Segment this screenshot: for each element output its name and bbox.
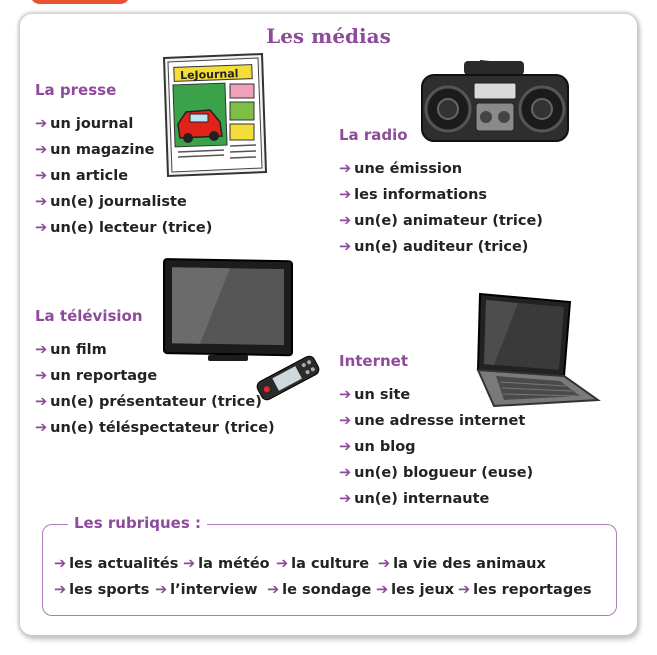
rubrique-item: ➔ les reportages xyxy=(458,582,592,598)
radio-item: ➔ une émission xyxy=(339,161,463,177)
section-title-internet: Internet xyxy=(339,352,409,370)
television-item: ➔ un(e) présentateur (trice) xyxy=(35,394,262,410)
arrow-icon: ➔ xyxy=(35,368,48,384)
arrow-icon: ➔ xyxy=(378,556,391,572)
arrow-icon: ➔ xyxy=(35,394,48,410)
internet-item: ➔ une adresse internet xyxy=(339,413,526,429)
radio-item: ➔ les informations xyxy=(339,187,488,203)
arrow-icon: ➔ xyxy=(339,187,352,203)
newspaper-icon xyxy=(158,52,270,178)
laptop-icon xyxy=(474,290,602,412)
arrow-icon: ➔ xyxy=(339,413,352,429)
boombox-icon xyxy=(420,55,570,145)
presse-item: ➔ un(e) journaliste xyxy=(35,194,187,210)
internet-item: ➔ un blog xyxy=(339,439,416,455)
arrow-icon: ➔ xyxy=(267,582,280,598)
radio-item: ➔ un(e) auditeur (trice) xyxy=(339,239,529,255)
rubrique-item: ➔ la culture xyxy=(276,556,370,572)
arrow-icon: ➔ xyxy=(339,387,352,403)
remote-control-icon xyxy=(252,352,324,404)
top-tab-decoration xyxy=(30,0,130,4)
presse-item: ➔ un journal xyxy=(35,116,134,132)
presse-item: ➔ un(e) lecteur (trice) xyxy=(35,220,213,236)
presse-item: ➔ un article xyxy=(35,168,129,184)
internet-item: ➔ un(e) internaute xyxy=(339,491,490,507)
rubrique-item: ➔ la vie des animaux xyxy=(378,556,546,572)
rubrique-item: ➔ l’interview xyxy=(155,582,258,598)
rubriques-title: Les rubriques : xyxy=(68,514,207,532)
rubrique-item: ➔ les actualités xyxy=(54,556,179,572)
television-item: ➔ un film xyxy=(35,342,107,358)
arrow-icon: ➔ xyxy=(35,116,48,132)
arrow-icon: ➔ xyxy=(54,556,67,572)
page-title: Les médias xyxy=(266,24,391,48)
arrow-icon: ➔ xyxy=(155,582,168,598)
arrow-icon: ➔ xyxy=(35,168,48,184)
arrow-icon: ➔ xyxy=(35,342,48,358)
newspaper-masthead: LeJournal xyxy=(179,67,239,83)
arrow-icon: ➔ xyxy=(183,556,196,572)
arrow-icon: ➔ xyxy=(339,161,352,177)
arrow-icon: ➔ xyxy=(35,220,48,236)
arrow-icon: ➔ xyxy=(35,142,48,158)
section-title-television: La télévision xyxy=(35,307,143,325)
section-title-radio: La radio xyxy=(339,126,408,144)
rubrique-item: ➔ les sports xyxy=(54,582,150,598)
presse-item: ➔ un magazine xyxy=(35,142,155,158)
rubrique-item: ➔ le sondage xyxy=(267,582,372,598)
radio-item: ➔ un(e) animateur (trice) xyxy=(339,213,543,229)
arrow-icon: ➔ xyxy=(35,194,48,210)
arrow-icon: ➔ xyxy=(376,582,389,598)
rubrique-item: ➔ la météo xyxy=(183,556,270,572)
arrow-icon: ➔ xyxy=(339,239,352,255)
section-title-presse: La presse xyxy=(35,81,117,99)
television-item: ➔ un reportage xyxy=(35,368,158,384)
arrow-icon: ➔ xyxy=(339,213,352,229)
internet-item: ➔ un site xyxy=(339,387,411,403)
arrow-icon: ➔ xyxy=(276,556,289,572)
arrow-icon: ➔ xyxy=(458,582,471,598)
internet-item: ➔ un(e) blogueur (euse) xyxy=(339,465,534,481)
arrow-icon: ➔ xyxy=(54,582,67,598)
television-icon xyxy=(160,257,296,363)
television-item: ➔ un(e) téléspectateur (trice) xyxy=(35,420,275,436)
rubrique-item: ➔ les jeux xyxy=(376,582,455,598)
arrow-icon: ➔ xyxy=(339,491,352,507)
arrow-icon: ➔ xyxy=(339,439,352,455)
arrow-icon: ➔ xyxy=(339,465,352,481)
arrow-icon: ➔ xyxy=(35,420,48,436)
